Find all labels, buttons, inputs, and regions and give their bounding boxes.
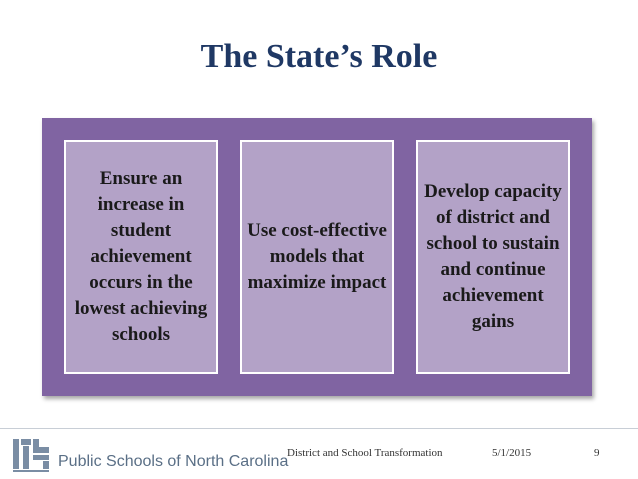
role-box-text: Use cost-effective models that maximize impact (247, 220, 387, 293)
logo-icon (12, 437, 52, 473)
page-number: 9 (594, 447, 600, 459)
footer-divider (0, 428, 638, 429)
footer-date: 5/1/2015 (492, 447, 532, 459)
role-box-achievement (64, 140, 218, 374)
role-box-text: Develop capacity of district and school to sustain and continue achievement gains (424, 181, 562, 332)
organization-name: Public Schools of North Carolina (58, 453, 289, 470)
role-box-text: Ensure an increase in student achievement occurs in the lowest achieving schools (74, 168, 208, 345)
content-panel (42, 118, 592, 396)
footer-presentation-title: District and School Transformation (287, 447, 443, 459)
role-box-cost-effective (240, 140, 394, 374)
slide-title: The State’s Role (200, 38, 438, 75)
role-box-capacity (416, 140, 570, 374)
